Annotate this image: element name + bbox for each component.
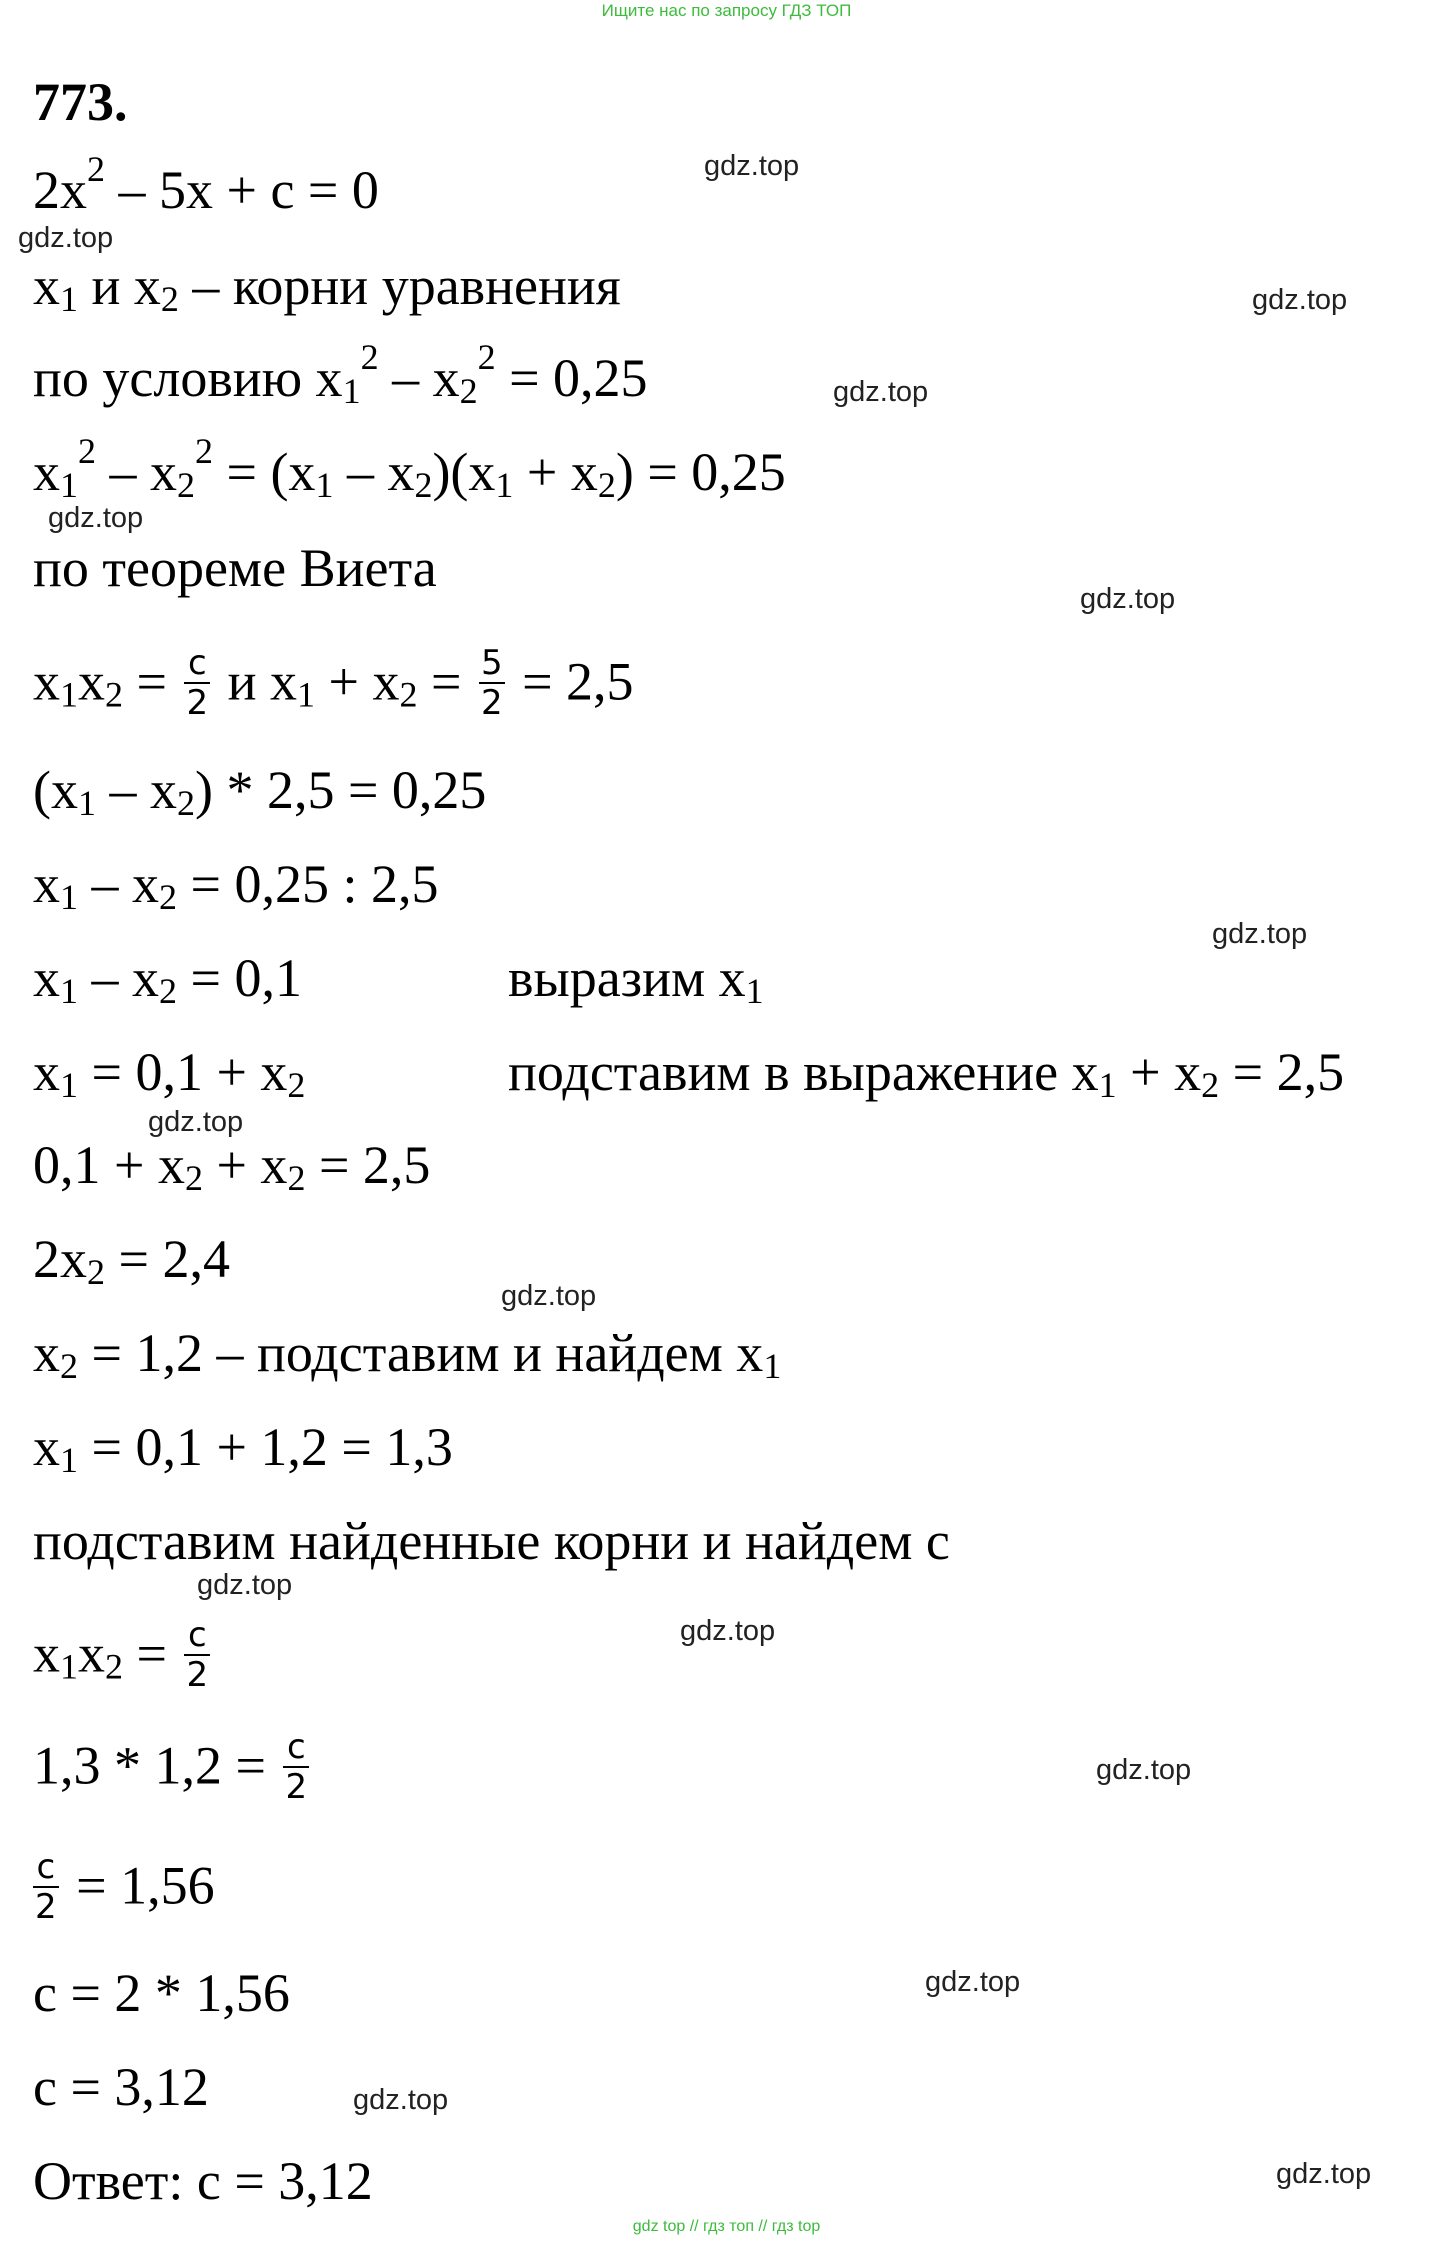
subscript: 1 xyxy=(60,279,78,320)
watermark: gdz.top xyxy=(833,376,929,408)
vieta-heading-line xyxy=(33,538,437,598)
text: x xyxy=(33,256,60,316)
subscript: 2 xyxy=(87,1252,105,1293)
text: = 2,5 xyxy=(508,651,634,712)
header-banner[interactable]: Ищите нас по запросу ГДЗ ТОП xyxy=(601,1,852,20)
text: c = 2 * 1,56 xyxy=(33,1963,290,2023)
text: ) * 2,5 = 0,25 xyxy=(194,760,487,820)
subscript: 2 xyxy=(459,371,478,412)
product-values-line xyxy=(33,1727,313,1810)
exponent: 2 xyxy=(477,337,496,377)
c-multiply-line xyxy=(33,1963,290,2023)
watermark: gdz.top xyxy=(1276,2158,1372,2190)
text: = 0,1 xyxy=(177,948,302,1008)
difference-result-line xyxy=(33,948,764,1012)
fraction xyxy=(184,1616,210,1694)
vieta-formulas-line xyxy=(33,643,634,726)
text: = 2,4 xyxy=(105,1229,230,1289)
express-x1-line xyxy=(33,1042,1345,1106)
text: x xyxy=(78,1623,105,1684)
text: – x xyxy=(378,348,460,408)
denominator: 2 xyxy=(186,1655,209,1695)
subscript: 2 xyxy=(105,674,123,715)
denominator: 2 xyxy=(186,683,209,723)
text: выразим x xyxy=(508,948,746,1008)
text: Ответ: c = 3,12 xyxy=(33,2151,373,2211)
subscript: 2 xyxy=(176,783,195,824)
text: x xyxy=(33,1323,60,1383)
subscript: 2 xyxy=(177,465,195,506)
text: – x xyxy=(78,854,159,914)
text: x xyxy=(33,948,60,1008)
text: c = 3,12 xyxy=(33,2057,209,2117)
subscript: 1 xyxy=(60,971,78,1012)
text: + x xyxy=(1116,1042,1202,1102)
answer-line xyxy=(33,2151,373,2211)
roots-definition-line xyxy=(33,256,621,320)
text: = 0,1 + 1,2 = 1,3 xyxy=(78,1417,453,1477)
text: – x xyxy=(95,760,177,820)
text: ) = 0,25 xyxy=(615,442,786,502)
numerator: c xyxy=(187,1615,207,1655)
equation-line xyxy=(33,149,379,220)
text: x xyxy=(33,1623,60,1684)
subscript: 2 xyxy=(159,971,177,1012)
footer-banner[interactable]: gdz top // гдз топ // гдз top xyxy=(632,2218,821,2235)
subscript: 1 xyxy=(297,674,316,715)
exponent: 2 xyxy=(87,149,105,189)
subscript: 2 xyxy=(105,1646,123,1687)
watermark: gdz.top xyxy=(501,1280,597,1312)
text: (x xyxy=(33,760,78,820)
numerator: c xyxy=(36,1847,56,1887)
x2-result-line xyxy=(33,1323,782,1387)
text: – x xyxy=(78,948,159,1008)
text: = 1,2 – подставим и найдем x xyxy=(78,1323,764,1383)
subscript: 1 xyxy=(495,465,514,506)
watermark: gdz.top xyxy=(1080,583,1176,615)
denominator: 2 xyxy=(35,1887,57,1927)
text: – x xyxy=(96,442,177,502)
text: подставим в выражение x xyxy=(508,1042,1099,1102)
text: )(x xyxy=(432,442,496,502)
text: 0,1 + x xyxy=(33,1135,185,1195)
text: x xyxy=(78,651,105,712)
subscript: 1 xyxy=(60,1646,78,1687)
subscript: 2 xyxy=(60,1346,78,1387)
text: = 1,56 xyxy=(62,1855,215,1916)
text: 2x xyxy=(33,160,87,220)
find-c-heading-line xyxy=(33,1511,950,1571)
subscript: 2 xyxy=(597,465,616,506)
text: x xyxy=(33,442,60,502)
text: = 0,25 : 2,5 xyxy=(177,854,439,914)
text: x xyxy=(33,1042,60,1102)
text: = xyxy=(123,1623,181,1684)
difference-of-squares-line xyxy=(33,431,786,506)
subscript: 2 xyxy=(287,1065,306,1106)
x1-result-line xyxy=(33,1417,453,1481)
comment xyxy=(508,1042,1345,1106)
text: = 0,25 xyxy=(495,348,648,408)
fraction xyxy=(283,1728,309,1806)
exponent: 2 xyxy=(78,431,96,471)
subscript: 1 xyxy=(60,1065,78,1106)
text: и x xyxy=(214,651,298,712)
double-x2-line xyxy=(33,1229,230,1293)
watermark: gdz.top xyxy=(704,150,800,182)
text: = xyxy=(123,651,181,712)
subscript: 2 xyxy=(399,674,418,715)
condition-line xyxy=(33,337,648,412)
fraction xyxy=(184,644,210,722)
text: x xyxy=(33,1417,60,1477)
text: x xyxy=(33,854,60,914)
subscript: 2 xyxy=(159,877,177,918)
subscript: 1 xyxy=(763,1346,782,1387)
watermark: gdz.top xyxy=(148,1106,244,1138)
subscript: 2 xyxy=(184,1158,203,1199)
numerator: 5 xyxy=(480,643,503,683)
subscript: 1 xyxy=(315,465,334,506)
text: – 5x + c = 0 xyxy=(105,160,379,220)
denominator: 2 xyxy=(285,1767,308,1807)
subscript: 2 xyxy=(287,1158,306,1199)
watermark: gdz.top xyxy=(1252,284,1348,316)
watermark: gdz.top xyxy=(197,1569,293,1601)
subscript: 1 xyxy=(77,783,96,824)
c-result-line xyxy=(33,2057,209,2117)
watermark: gdz.top xyxy=(353,2084,449,2116)
text: подставим найденные корни и найдем c xyxy=(33,1511,950,1571)
text: = 2,5 xyxy=(1219,1042,1345,1102)
text: = 2,5 xyxy=(305,1135,431,1195)
text: по теореме Виета xyxy=(33,538,437,598)
division-line xyxy=(33,854,439,918)
subscript: 1 xyxy=(60,465,78,506)
text: + x xyxy=(315,651,400,712)
subscript: 2 xyxy=(1201,1065,1220,1106)
substitution-line xyxy=(33,760,487,824)
sum-substitution-line xyxy=(33,1135,431,1199)
text: – корни уравнения xyxy=(178,256,621,316)
fraction xyxy=(479,644,505,722)
denominator: 2 xyxy=(480,683,503,723)
text: = 0,1 + x xyxy=(78,1042,288,1102)
subscript: 1 xyxy=(60,1440,78,1481)
text: x xyxy=(33,651,60,712)
exponent: 2 xyxy=(360,337,379,377)
watermark: gdz.top xyxy=(18,222,114,254)
subscript: 1 xyxy=(60,674,78,715)
fraction xyxy=(33,1848,59,1926)
text: – x xyxy=(333,442,415,502)
problem-number: 773. xyxy=(33,72,128,132)
text: 1,3 * 1,2 = xyxy=(33,1735,280,1796)
subscript: 2 xyxy=(160,279,179,320)
c-half-line xyxy=(33,1847,215,1930)
subscript: 1 xyxy=(1098,1065,1117,1106)
product-formula-line xyxy=(33,1615,214,1698)
watermark: gdz.top xyxy=(48,502,144,534)
text: = xyxy=(417,651,475,712)
subscript: 1 xyxy=(745,971,764,1012)
text: + x xyxy=(513,442,598,502)
text: по условию x xyxy=(33,348,343,408)
text: 2x xyxy=(33,1229,87,1289)
text: + x xyxy=(202,1135,288,1195)
text: = (x xyxy=(213,442,316,502)
watermark: gdz.top xyxy=(925,1966,1021,1998)
comment xyxy=(508,948,764,1012)
watermark: gdz.top xyxy=(680,1615,776,1647)
numerator: c xyxy=(286,1727,306,1767)
subscript: 2 xyxy=(414,465,433,506)
watermark: gdz.top xyxy=(1212,918,1308,950)
watermark: gdz.top xyxy=(1096,1754,1192,1786)
subscript: 1 xyxy=(342,371,361,412)
text: и x xyxy=(78,256,161,316)
exponent: 2 xyxy=(195,431,213,471)
numerator: c xyxy=(187,643,207,683)
subscript: 1 xyxy=(60,877,78,918)
